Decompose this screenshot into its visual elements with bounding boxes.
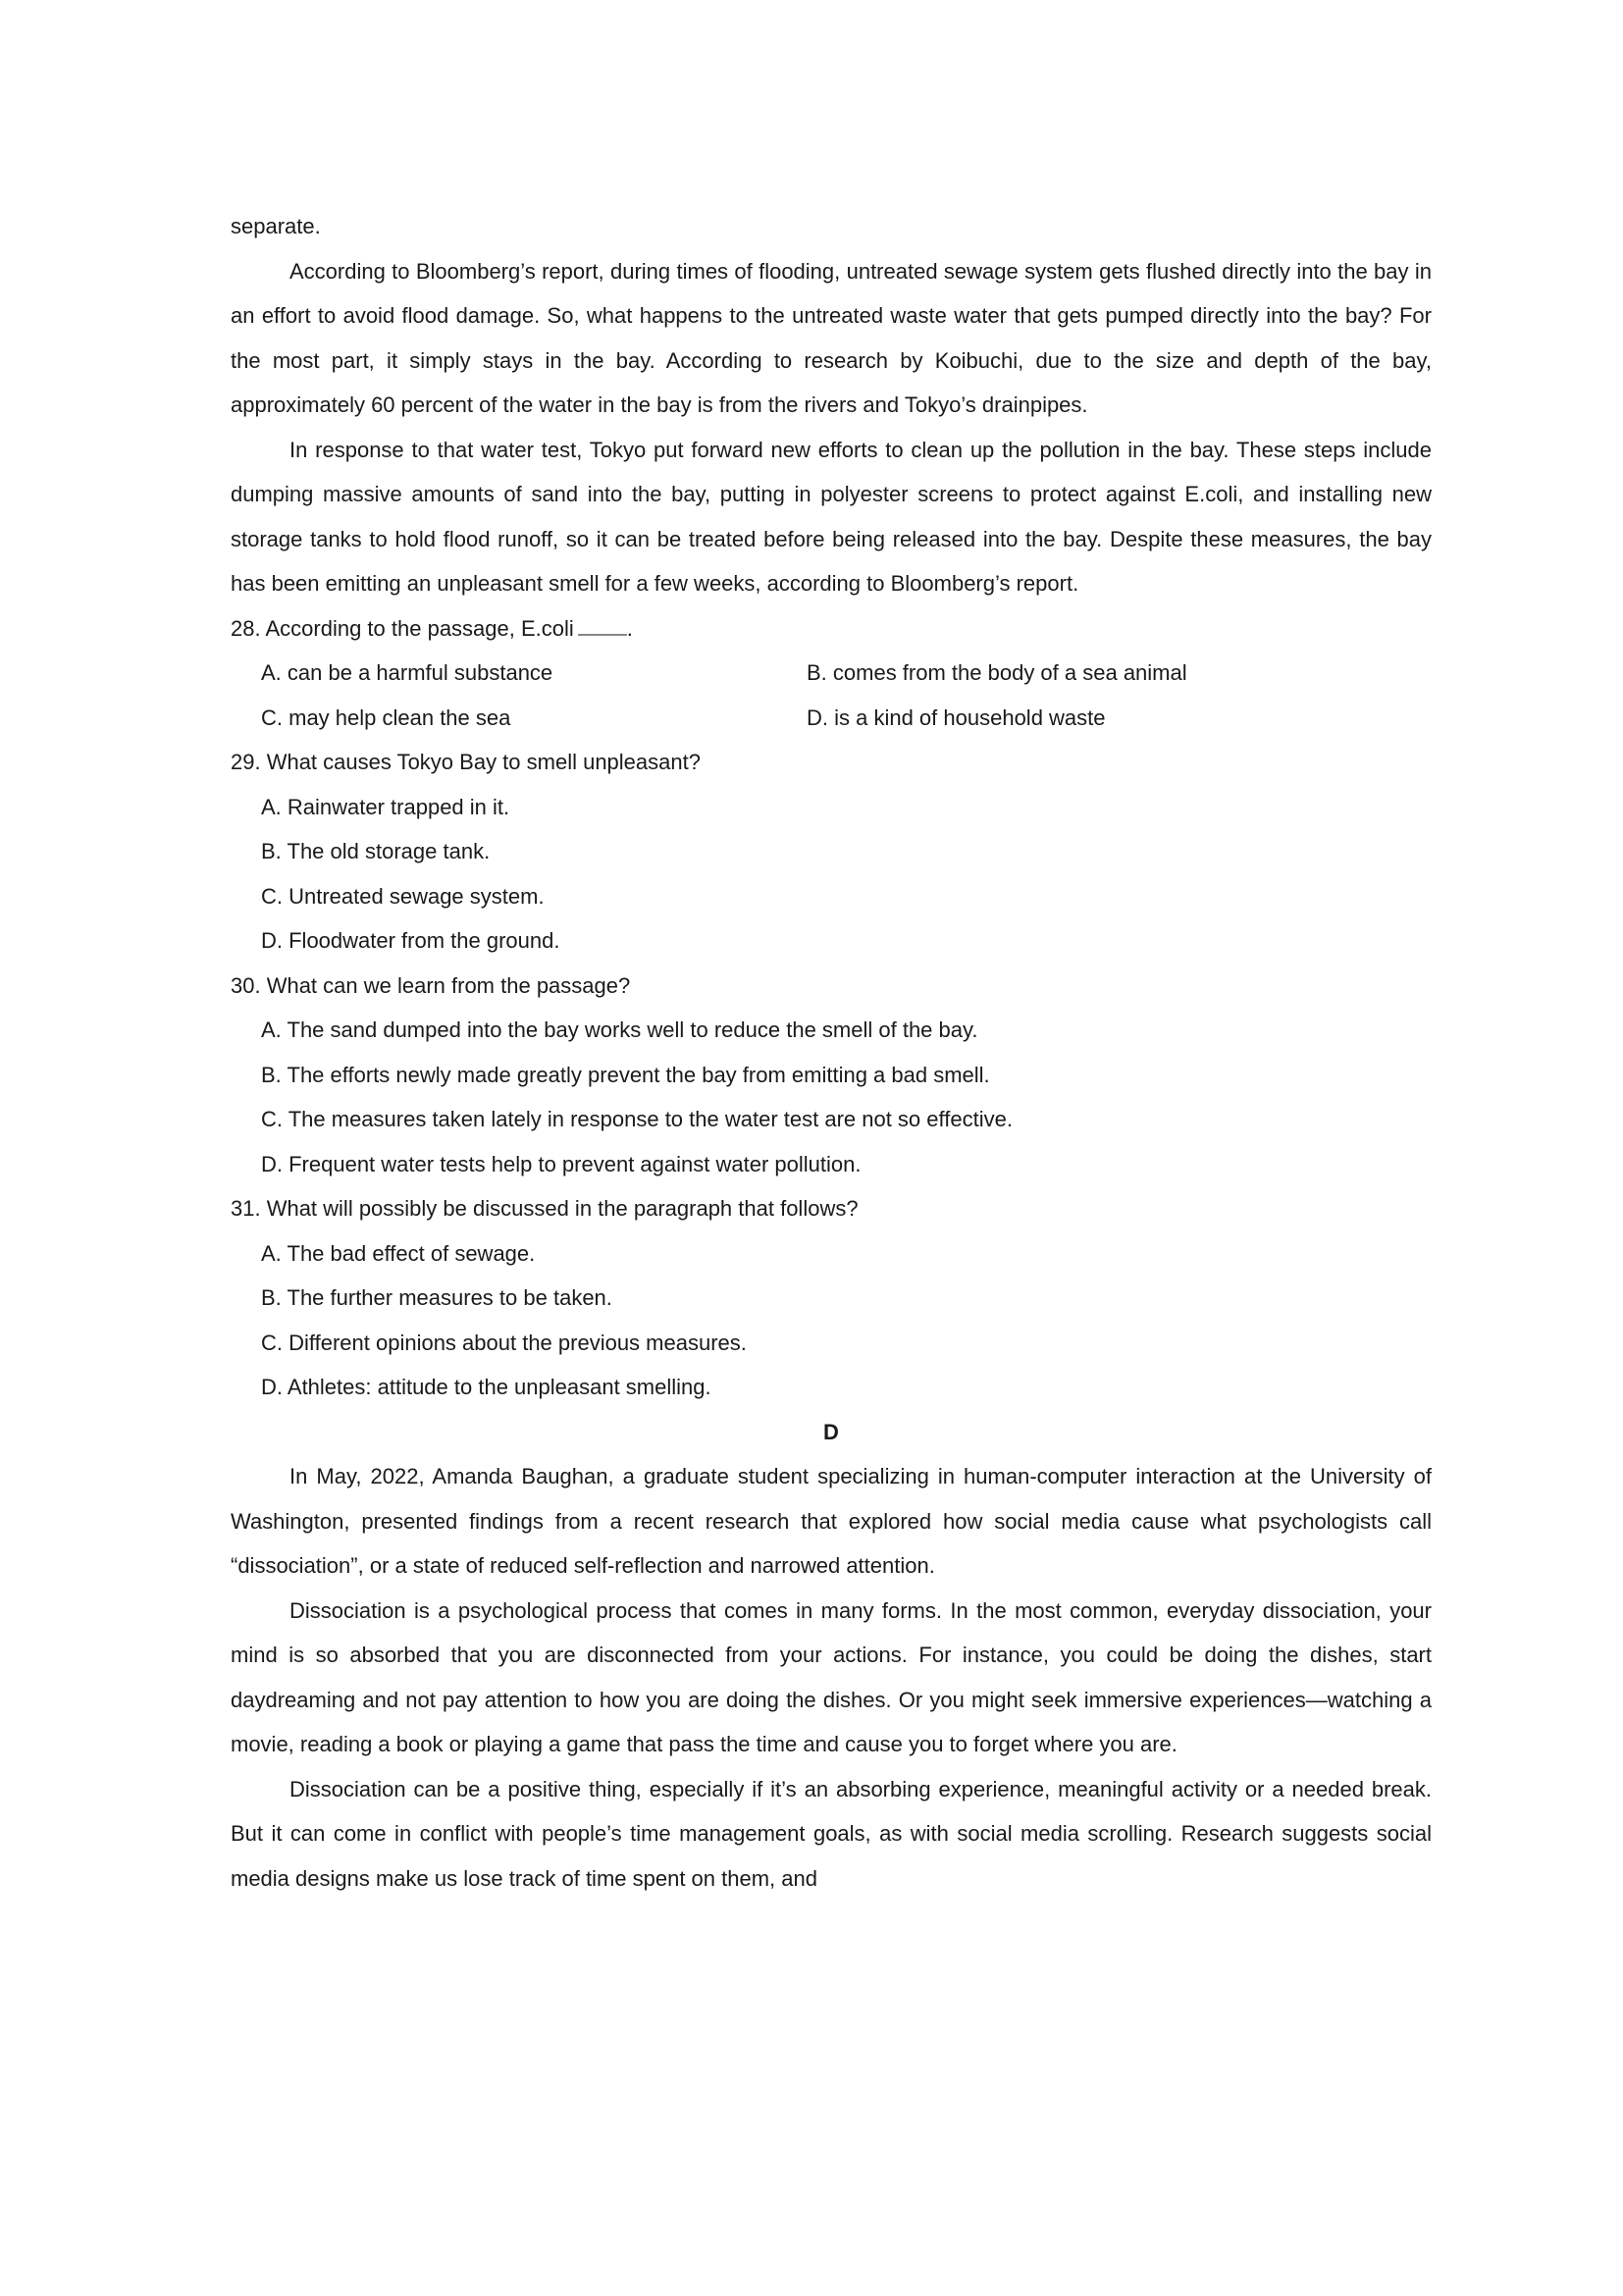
option-a: A. The sand dumped into the bay works well to reduce the smell of the bay. — [261, 1018, 978, 1042]
section-heading-d: D — [823, 1419, 839, 1444]
option-c: C. The measures taken lately in response to the water test are not so effective. — [261, 1107, 1013, 1131]
question-29 — [231, 740, 1432, 964]
question-stem: 28. According to the passage, E.coli . — [231, 615, 633, 641]
option-d: D. is a kind of household waste — [807, 704, 1106, 730]
option-d: D. Floodwater from the ground. — [261, 928, 560, 953]
option-b: B. The old storage tank. — [261, 839, 491, 863]
question-30 — [231, 964, 1432, 1187]
question-31 — [231, 1186, 1432, 1410]
exam-page — [231, 204, 1432, 1901]
option-c: C. Untreated sewage system. — [261, 883, 545, 909]
question-stem: 30. What can we learn from the passage? — [231, 972, 631, 998]
answer-blank — [578, 614, 627, 636]
paragraph-d-3: Dissociation can be a positive thing, especially if it’s an absorbing experience, meaningful activity or a needed break. But it can come in conflict with people’s time management goals, as with social media scrolling. Research suggests social media designs make us lose track of time spent on them, and — [231, 1776, 1432, 1891]
question-stem: 31. What will possibly be discussed in the paragraph that follows? — [231, 1196, 859, 1221]
option-d: D. Athletes: attitude to the unpleasant smelling. — [261, 1375, 711, 1399]
option-c: C. may help clean the sea — [261, 704, 511, 730]
option-b: B. comes from the body of a sea animal — [807, 660, 1187, 685]
question-28 — [231, 606, 1432, 741]
option-c: C. Different opinions about the previous measures. — [261, 1330, 747, 1355]
paragraph-c-response: In response to that water test, Tokyo put forward new efforts to clean up the pollution in the bay. These steps include dumping massive amounts of sand into the bay, putting in polyester screens to protect against E.coli, and installing new storage tanks to hold flood runoff, so it can be treated before being released into the bay. Despite these measures, the bay has been emitting an unpleasant smell for a few weeks, according to Bloomberg’s report. — [231, 437, 1432, 596]
question-stem: 29. What causes Tokyo Bay to smell unpleasant? — [231, 750, 701, 774]
option-d: D. Frequent water tests help to prevent against water pollution. — [261, 1151, 862, 1176]
option-a: A. can be a harmful substance — [261, 660, 553, 685]
paragraph-d-1: In May, 2022, Amanda Baughan, a graduate student specializing in human-computer interaction at the University of Washington, presented findings from a recent research that explored how social media cause what psychologists call “dissociation”, or a state of reduced self-reflection and narrowed attention. — [231, 1464, 1432, 1578]
paragraph-d-2: Dissociation is a psychological process that comes in many forms. In the most common, everyday dissociation, your mind is so absorbed that you are disconnected from your actions. For instance, you could be doing the dishes, start daydreaming and not pay attention to how you are doing the dishes. Or you might seek immersive experiences—watching a movie, reading a book or playing a game that pass the time and cause you to forget where you are. — [231, 1597, 1432, 1756]
option-b: B. The efforts newly made greatly prevent the bay from emitting a bad smell. — [261, 1062, 990, 1087]
paragraph-c-tail: separate. — [231, 214, 321, 238]
option-a: A. The bad effect of sewage. — [261, 1240, 536, 1266]
option-b: B. The further measures to be taken. — [261, 1285, 612, 1310]
option-row — [231, 696, 1432, 741]
paragraph-c-flooding: According to Bloomberg’s report, during times of flooding, untreated sewage system gets flushed directly into the bay in an effort to avoid flood damage. So, what happens to the untreated waste water that gets pumped directly into the bay? For the most part, it simply stays in the bay. According to research by Koibuchi, due to the size and depth of the bay, approximately 60 percent of the water in the bay is from the rivers and Tokyo’s drainpipes. — [231, 258, 1432, 417]
option-row — [231, 651, 1432, 696]
option-a: A. Rainwater trapped in it. — [261, 794, 510, 819]
